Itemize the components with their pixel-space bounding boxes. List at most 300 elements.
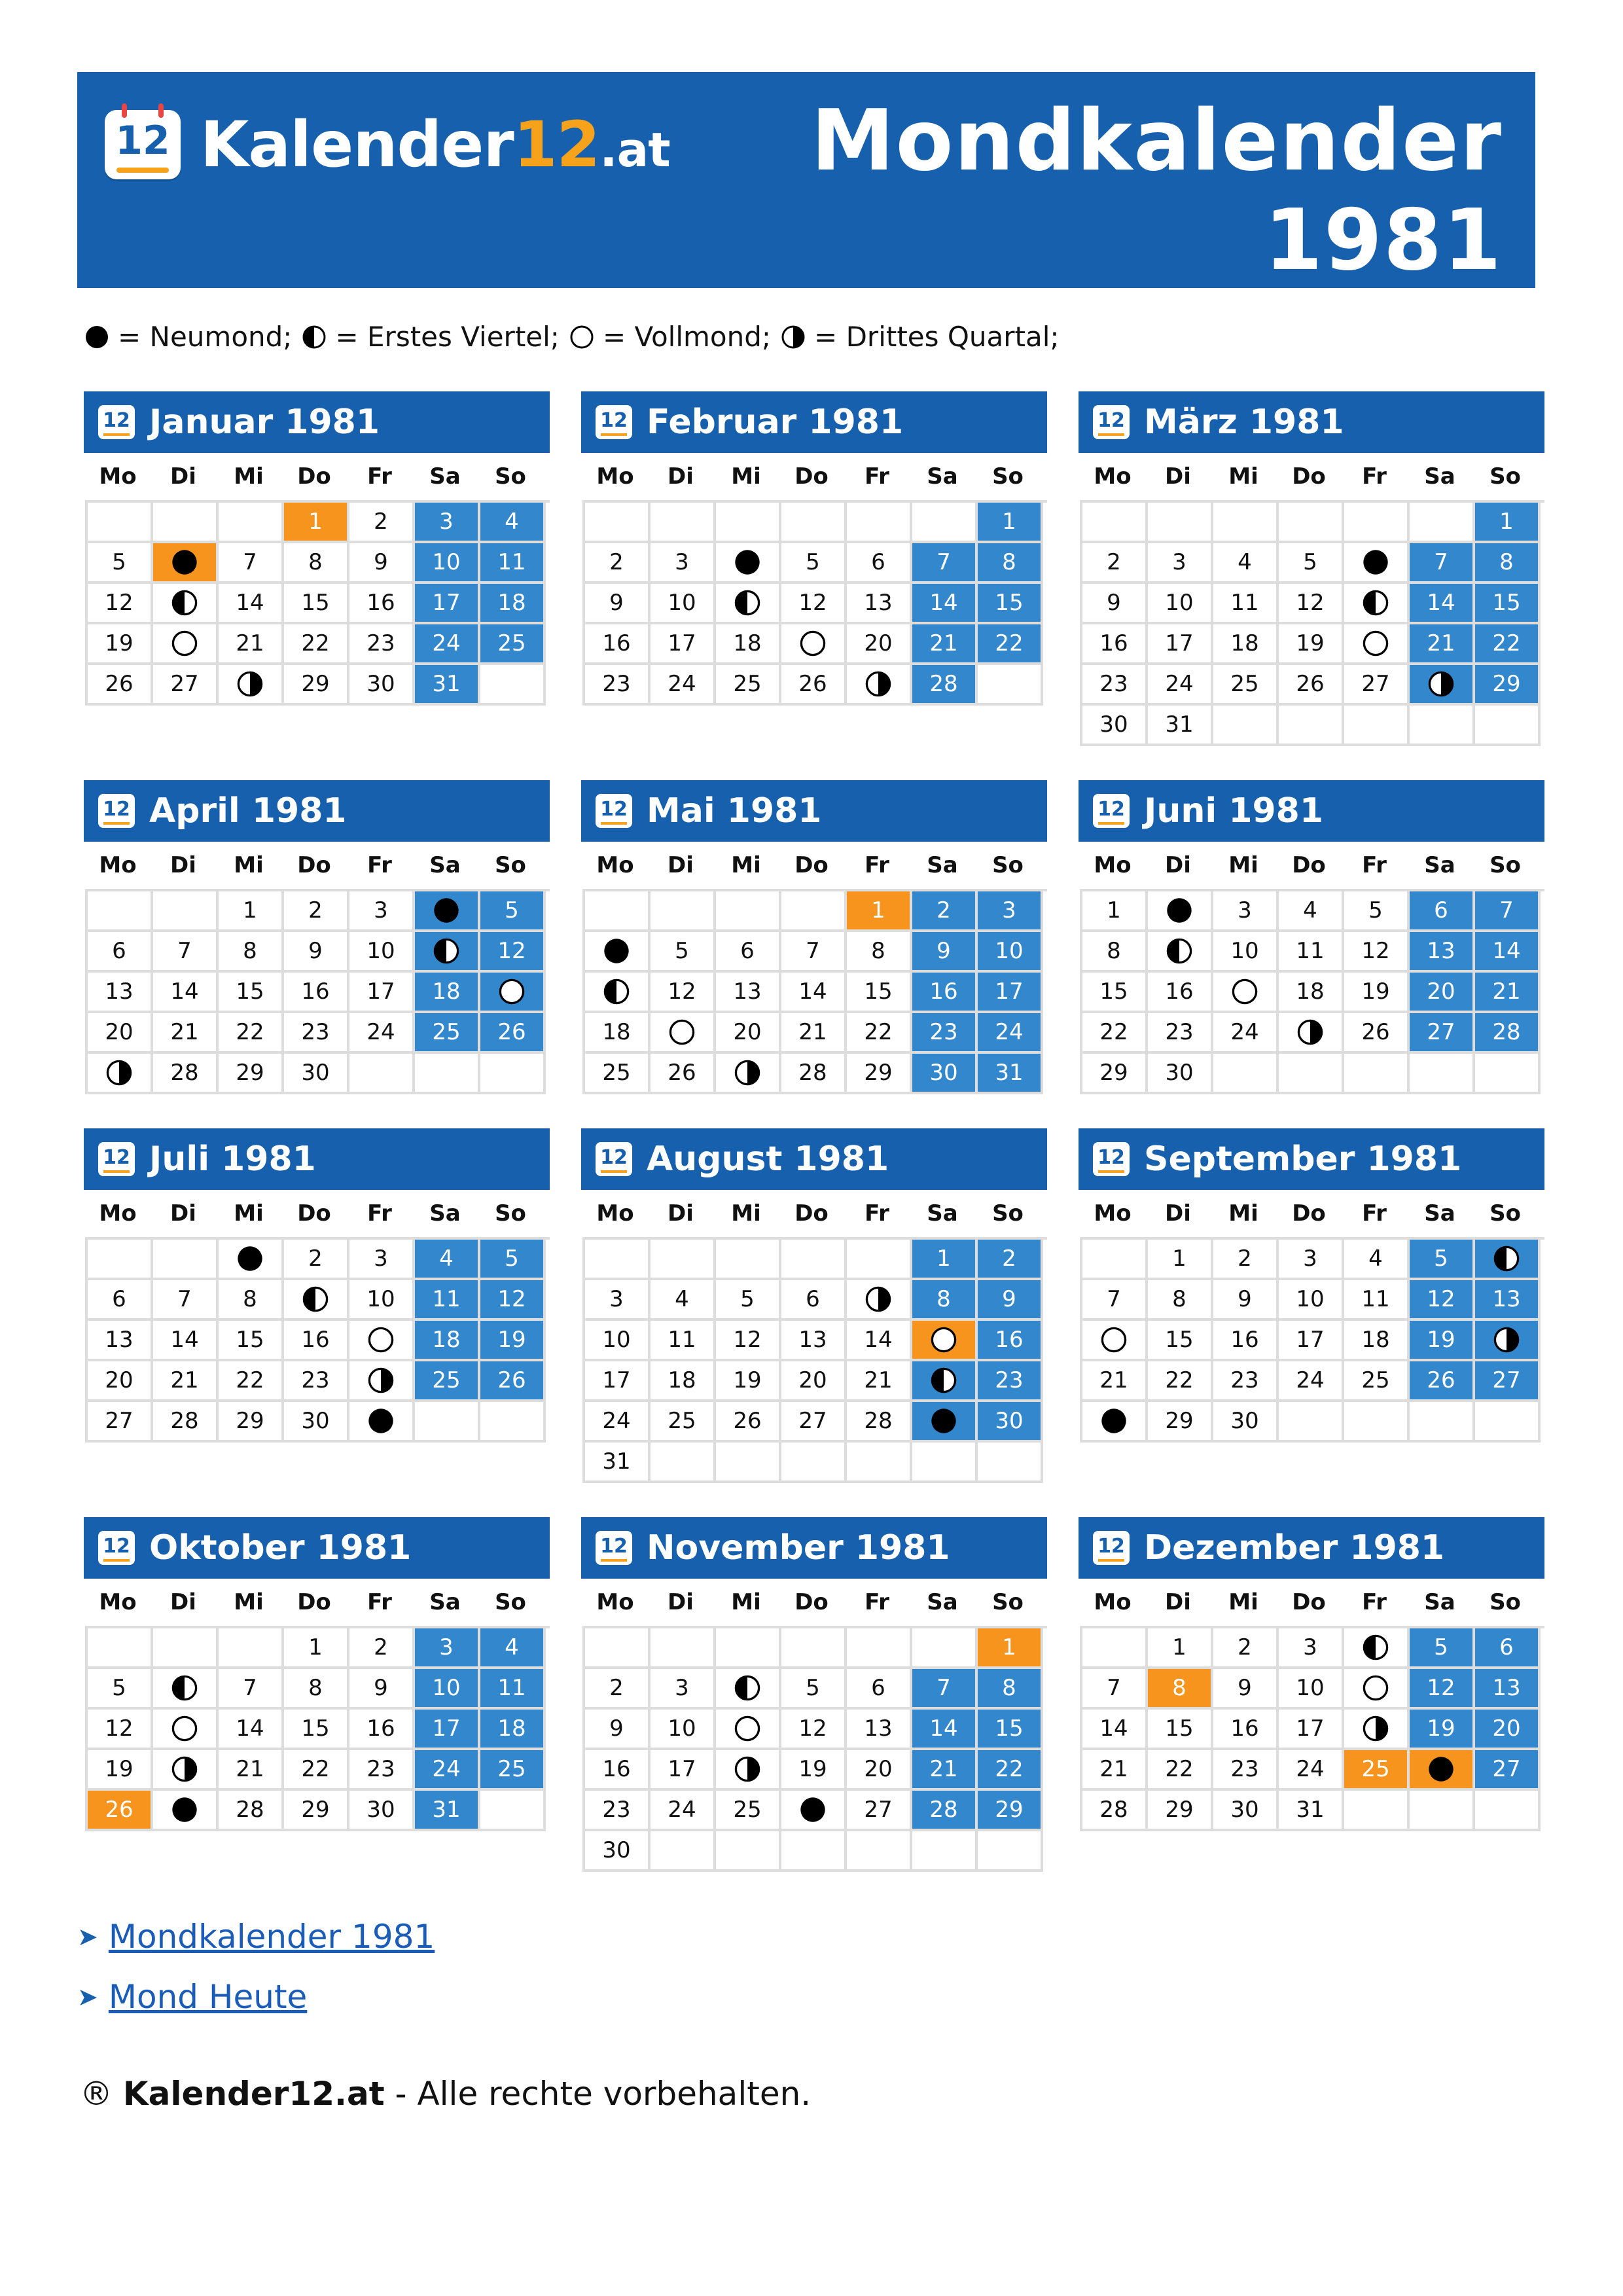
day-cell[interactable]: 22 bbox=[1148, 1750, 1213, 1791]
day-cell[interactable]: 28 bbox=[781, 1054, 847, 1094]
day-cell[interactable]: 8 bbox=[219, 932, 284, 973]
day-cell[interactable]: 8 bbox=[1475, 543, 1541, 584]
day-cell[interactable]: 23 bbox=[978, 1361, 1043, 1402]
day-cell[interactable]: 6 bbox=[716, 932, 781, 973]
day-cell[interactable] bbox=[716, 1750, 781, 1791]
day-cell[interactable]: 29 bbox=[284, 665, 349, 706]
day-cell[interactable]: 23 bbox=[349, 1750, 415, 1791]
day-cell[interactable]: 3 bbox=[415, 503, 480, 543]
day-cell[interactable]: 27 bbox=[1475, 1361, 1541, 1402]
day-cell[interactable] bbox=[349, 1321, 415, 1361]
day-cell[interactable]: 15 bbox=[284, 1710, 349, 1750]
day-cell[interactable]: 17 bbox=[1279, 1321, 1344, 1361]
day-cell[interactable]: 18 bbox=[415, 973, 480, 1013]
day-cell[interactable]: 25 bbox=[480, 624, 546, 665]
day-cell[interactable] bbox=[153, 624, 219, 665]
day-cell[interactable]: 10 bbox=[415, 1669, 480, 1710]
day-cell[interactable]: 14 bbox=[219, 584, 284, 624]
day-cell[interactable]: 12 bbox=[480, 932, 546, 973]
day-cell[interactable]: 6 bbox=[847, 543, 912, 584]
day-cell[interactable]: 1 bbox=[1082, 891, 1148, 932]
day-cell[interactable]: 14 bbox=[153, 973, 219, 1013]
day-cell[interactable] bbox=[651, 1013, 716, 1054]
day-cell[interactable]: 15 bbox=[978, 1710, 1043, 1750]
day-cell[interactable]: 3 bbox=[1279, 1240, 1344, 1280]
day-cell[interactable]: 1 bbox=[978, 503, 1043, 543]
day-cell[interactable]: 9 bbox=[978, 1280, 1043, 1321]
day-cell[interactable]: 10 bbox=[585, 1321, 651, 1361]
day-cell[interactable]: 14 bbox=[1475, 932, 1541, 973]
day-cell[interactable] bbox=[284, 1280, 349, 1321]
day-cell[interactable]: 11 bbox=[651, 1321, 716, 1361]
day-cell[interactable]: 24 bbox=[651, 1791, 716, 1831]
day-cell[interactable]: 6 bbox=[88, 932, 153, 973]
day-cell[interactable]: 12 bbox=[88, 1710, 153, 1750]
day-cell[interactable]: 20 bbox=[88, 1361, 153, 1402]
day-cell[interactable]: 28 bbox=[1475, 1013, 1541, 1054]
day-cell[interactable]: 20 bbox=[1410, 973, 1475, 1013]
day-cell[interactable]: 16 bbox=[284, 973, 349, 1013]
day-cell[interactable]: 8 bbox=[284, 1669, 349, 1710]
day-cell[interactable]: 16 bbox=[1213, 1321, 1279, 1361]
day-cell[interactable]: 13 bbox=[88, 1321, 153, 1361]
day-cell[interactable]: 4 bbox=[1344, 1240, 1410, 1280]
day-cell[interactable]: 17 bbox=[415, 1710, 480, 1750]
day-cell[interactable]: 21 bbox=[912, 1750, 978, 1791]
day-cell[interactable]: 10 bbox=[415, 543, 480, 584]
day-cell[interactable]: 27 bbox=[847, 1791, 912, 1831]
day-cell[interactable]: 10 bbox=[1213, 932, 1279, 973]
day-cell[interactable]: 5 bbox=[1410, 1628, 1475, 1669]
day-cell[interactable] bbox=[1344, 624, 1410, 665]
day-cell[interactable]: 9 bbox=[349, 1669, 415, 1710]
day-cell[interactable]: 26 bbox=[1410, 1361, 1475, 1402]
day-cell[interactable]: 5 bbox=[781, 543, 847, 584]
day-cell[interactable] bbox=[1148, 932, 1213, 973]
day-cell[interactable] bbox=[1410, 665, 1475, 706]
day-cell[interactable] bbox=[219, 1240, 284, 1280]
day-cell[interactable] bbox=[153, 1669, 219, 1710]
day-cell[interactable]: 7 bbox=[219, 543, 284, 584]
day-cell[interactable]: 23 bbox=[349, 624, 415, 665]
day-cell[interactable]: 23 bbox=[585, 665, 651, 706]
day-cell[interactable]: 25 bbox=[585, 1054, 651, 1094]
day-cell[interactable]: 23 bbox=[1213, 1750, 1279, 1791]
day-cell[interactable]: 3 bbox=[651, 543, 716, 584]
day-cell[interactable]: 10 bbox=[1279, 1280, 1344, 1321]
day-cell[interactable]: 15 bbox=[1082, 973, 1148, 1013]
day-cell[interactable] bbox=[716, 1710, 781, 1750]
day-cell[interactable]: 21 bbox=[1410, 624, 1475, 665]
day-cell[interactable]: 25 bbox=[1213, 665, 1279, 706]
day-cell[interactable]: 26 bbox=[1344, 1013, 1410, 1054]
day-cell[interactable]: 26 bbox=[781, 665, 847, 706]
day-cell[interactable]: 6 bbox=[1475, 1628, 1541, 1669]
day-cell[interactable]: 22 bbox=[1475, 624, 1541, 665]
day-cell[interactable]: 16 bbox=[585, 624, 651, 665]
day-cell[interactable]: 12 bbox=[88, 584, 153, 624]
day-cell[interactable]: 28 bbox=[153, 1402, 219, 1443]
day-cell[interactable]: 15 bbox=[1148, 1321, 1213, 1361]
day-cell[interactable]: 21 bbox=[1082, 1750, 1148, 1791]
day-cell[interactable] bbox=[1344, 1669, 1410, 1710]
day-cell[interactable]: 25 bbox=[716, 1791, 781, 1831]
day-cell[interactable]: 2 bbox=[585, 1669, 651, 1710]
day-cell[interactable]: 9 bbox=[284, 932, 349, 973]
day-cell[interactable]: 28 bbox=[912, 1791, 978, 1831]
day-cell[interactable]: 19 bbox=[480, 1321, 546, 1361]
day-cell[interactable]: 14 bbox=[781, 973, 847, 1013]
day-cell[interactable]: 13 bbox=[716, 973, 781, 1013]
day-cell[interactable]: 23 bbox=[585, 1791, 651, 1831]
day-cell[interactable] bbox=[716, 543, 781, 584]
day-cell[interactable]: 15 bbox=[1148, 1710, 1213, 1750]
day-cell[interactable]: 24 bbox=[1279, 1361, 1344, 1402]
day-cell[interactable]: 25 bbox=[415, 1013, 480, 1054]
day-cell[interactable] bbox=[781, 624, 847, 665]
day-cell[interactable]: 31 bbox=[1148, 706, 1213, 746]
day-cell[interactable]: 30 bbox=[585, 1831, 651, 1872]
day-cell[interactable]: 14 bbox=[847, 1321, 912, 1361]
day-cell[interactable]: 18 bbox=[480, 1710, 546, 1750]
day-cell[interactable]: 24 bbox=[651, 665, 716, 706]
day-cell[interactable]: 4 bbox=[1213, 543, 1279, 584]
day-cell[interactable]: 8 bbox=[284, 543, 349, 584]
day-cell[interactable]: 1 bbox=[912, 1240, 978, 1280]
day-cell[interactable]: 1 bbox=[1148, 1628, 1213, 1669]
day-cell[interactable]: 19 bbox=[1344, 973, 1410, 1013]
day-cell[interactable]: 1 bbox=[284, 1628, 349, 1669]
day-cell[interactable]: 23 bbox=[284, 1013, 349, 1054]
day-cell[interactable]: 5 bbox=[1410, 1240, 1475, 1280]
day-cell[interactable]: 12 bbox=[716, 1321, 781, 1361]
day-cell[interactable]: 19 bbox=[716, 1361, 781, 1402]
day-cell[interactable]: 19 bbox=[88, 624, 153, 665]
day-cell[interactable]: 9 bbox=[1082, 584, 1148, 624]
day-cell[interactable]: 10 bbox=[651, 1710, 716, 1750]
day-cell[interactable]: 24 bbox=[1148, 665, 1213, 706]
day-cell[interactable]: 12 bbox=[1410, 1669, 1475, 1710]
day-cell[interactable]: 15 bbox=[219, 973, 284, 1013]
day-cell[interactable]: 10 bbox=[349, 932, 415, 973]
day-cell[interactable]: 23 bbox=[912, 1013, 978, 1054]
day-cell[interactable]: 5 bbox=[1279, 543, 1344, 584]
link-mondkalender[interactable]: ➤ Mondkalender 1981 bbox=[77, 1918, 435, 1956]
day-cell[interactable]: 29 bbox=[1082, 1054, 1148, 1094]
day-cell[interactable]: 13 bbox=[847, 584, 912, 624]
day-cell[interactable]: 31 bbox=[1279, 1791, 1344, 1831]
day-cell[interactable]: 9 bbox=[1213, 1669, 1279, 1710]
day-cell[interactable]: 2 bbox=[585, 543, 651, 584]
day-cell[interactable]: 8 bbox=[1148, 1280, 1213, 1321]
day-cell[interactable]: 13 bbox=[781, 1321, 847, 1361]
day-cell[interactable]: 5 bbox=[88, 1669, 153, 1710]
day-cell[interactable]: 16 bbox=[349, 1710, 415, 1750]
day-cell[interactable] bbox=[1344, 1628, 1410, 1669]
day-cell[interactable] bbox=[415, 891, 480, 932]
day-cell[interactable]: 5 bbox=[480, 891, 546, 932]
day-cell[interactable]: 29 bbox=[847, 1054, 912, 1094]
day-cell[interactable]: 7 bbox=[912, 543, 978, 584]
day-cell[interactable]: 14 bbox=[219, 1710, 284, 1750]
day-cell[interactable] bbox=[153, 1710, 219, 1750]
day-cell[interactable]: 22 bbox=[219, 1013, 284, 1054]
day-cell[interactable]: 21 bbox=[1475, 973, 1541, 1013]
day-cell[interactable]: 27 bbox=[1344, 665, 1410, 706]
day-cell[interactable]: 3 bbox=[585, 1280, 651, 1321]
day-cell[interactable]: 17 bbox=[978, 973, 1043, 1013]
day-cell[interactable]: 18 bbox=[1344, 1321, 1410, 1361]
day-cell[interactable]: 1 bbox=[1148, 1240, 1213, 1280]
day-cell[interactable]: 27 bbox=[153, 665, 219, 706]
day-cell[interactable]: 30 bbox=[1213, 1791, 1279, 1831]
day-cell[interactable]: 15 bbox=[847, 973, 912, 1013]
day-cell[interactable] bbox=[912, 1321, 978, 1361]
day-cell[interactable]: 19 bbox=[88, 1750, 153, 1791]
day-cell[interactable]: 9 bbox=[1213, 1280, 1279, 1321]
day-cell[interactable]: 8 bbox=[978, 543, 1043, 584]
day-cell[interactable]: 14 bbox=[912, 584, 978, 624]
day-cell[interactable]: 20 bbox=[1475, 1710, 1541, 1750]
day-cell[interactable]: 16 bbox=[1148, 973, 1213, 1013]
day-cell[interactable]: 11 bbox=[1344, 1280, 1410, 1321]
day-cell[interactable]: 15 bbox=[1475, 584, 1541, 624]
day-cell[interactable] bbox=[153, 543, 219, 584]
day-cell[interactable]: 13 bbox=[88, 973, 153, 1013]
day-cell[interactable]: 13 bbox=[847, 1710, 912, 1750]
day-cell[interactable]: 2 bbox=[1082, 543, 1148, 584]
day-cell[interactable]: 24 bbox=[1213, 1013, 1279, 1054]
day-cell[interactable]: 5 bbox=[781, 1669, 847, 1710]
day-cell[interactable]: 3 bbox=[978, 891, 1043, 932]
day-cell[interactable]: 29 bbox=[284, 1791, 349, 1831]
day-cell[interactable]: 28 bbox=[1082, 1791, 1148, 1831]
day-cell[interactable]: 30 bbox=[1148, 1054, 1213, 1094]
day-cell[interactable]: 22 bbox=[978, 1750, 1043, 1791]
day-cell[interactable]: 30 bbox=[284, 1402, 349, 1443]
day-cell[interactable]: 8 bbox=[978, 1669, 1043, 1710]
day-cell[interactable]: 13 bbox=[1475, 1669, 1541, 1710]
day-cell[interactable]: 16 bbox=[1213, 1710, 1279, 1750]
day-cell[interactable]: 26 bbox=[716, 1402, 781, 1443]
day-cell[interactable]: 2 bbox=[978, 1240, 1043, 1280]
day-cell[interactable] bbox=[716, 584, 781, 624]
day-cell[interactable]: 27 bbox=[1410, 1013, 1475, 1054]
link-mond-heute[interactable]: ➤ Mond Heute bbox=[77, 1978, 308, 2016]
day-cell[interactable]: 15 bbox=[284, 584, 349, 624]
day-cell[interactable]: 7 bbox=[912, 1669, 978, 1710]
day-cell[interactable]: 28 bbox=[847, 1402, 912, 1443]
day-cell[interactable]: 14 bbox=[153, 1321, 219, 1361]
day-cell[interactable] bbox=[585, 973, 651, 1013]
day-cell[interactable]: 16 bbox=[284, 1321, 349, 1361]
day-cell[interactable]: 23 bbox=[1213, 1361, 1279, 1402]
day-cell[interactable]: 5 bbox=[651, 932, 716, 973]
day-cell[interactable] bbox=[912, 1402, 978, 1443]
day-cell[interactable]: 26 bbox=[651, 1054, 716, 1094]
day-cell[interactable]: 23 bbox=[1148, 1013, 1213, 1054]
day-cell[interactable]: 21 bbox=[1082, 1361, 1148, 1402]
day-cell[interactable] bbox=[1344, 543, 1410, 584]
day-cell[interactable]: 25 bbox=[415, 1361, 480, 1402]
day-cell[interactable] bbox=[88, 1054, 153, 1094]
day-cell[interactable]: 19 bbox=[781, 1750, 847, 1791]
day-cell[interactable]: 8 bbox=[219, 1280, 284, 1321]
day-cell[interactable]: 15 bbox=[978, 584, 1043, 624]
site-logo[interactable] bbox=[105, 109, 670, 181]
day-cell[interactable]: 1 bbox=[978, 1628, 1043, 1669]
day-cell[interactable]: 10 bbox=[651, 584, 716, 624]
day-cell[interactable]: 11 bbox=[1279, 932, 1344, 973]
day-cell[interactable]: 24 bbox=[415, 1750, 480, 1791]
day-cell[interactable]: 10 bbox=[978, 932, 1043, 973]
day-cell[interactable]: 22 bbox=[1082, 1013, 1148, 1054]
day-cell[interactable]: 3 bbox=[349, 1240, 415, 1280]
day-cell[interactable] bbox=[153, 1791, 219, 1831]
day-cell[interactable]: 12 bbox=[1279, 584, 1344, 624]
day-cell[interactable]: 2 bbox=[284, 1240, 349, 1280]
day-cell[interactable]: 24 bbox=[585, 1402, 651, 1443]
day-cell[interactable] bbox=[1344, 1710, 1410, 1750]
day-cell[interactable]: 2 bbox=[1213, 1628, 1279, 1669]
day-cell[interactable]: 19 bbox=[1279, 624, 1344, 665]
day-cell[interactable]: 18 bbox=[651, 1361, 716, 1402]
day-cell[interactable]: 22 bbox=[284, 624, 349, 665]
day-cell[interactable]: 26 bbox=[1279, 665, 1344, 706]
day-cell[interactable]: 25 bbox=[716, 665, 781, 706]
day-cell[interactable]: 16 bbox=[1082, 624, 1148, 665]
day-cell[interactable] bbox=[585, 932, 651, 973]
day-cell[interactable]: 22 bbox=[978, 624, 1043, 665]
day-cell[interactable]: 8 bbox=[1148, 1669, 1213, 1710]
day-cell[interactable]: 12 bbox=[781, 1710, 847, 1750]
day-cell[interactable]: 2 bbox=[284, 891, 349, 932]
day-cell[interactable]: 16 bbox=[978, 1321, 1043, 1361]
day-cell[interactable]: 6 bbox=[847, 1669, 912, 1710]
day-cell[interactable]: 8 bbox=[847, 932, 912, 973]
day-cell[interactable]: 17 bbox=[651, 624, 716, 665]
day-cell[interactable]: 26 bbox=[480, 1361, 546, 1402]
day-cell[interactable]: 7 bbox=[1475, 891, 1541, 932]
day-cell[interactable]: 3 bbox=[1148, 543, 1213, 584]
day-cell[interactable]: 17 bbox=[349, 973, 415, 1013]
day-cell[interactable] bbox=[716, 1054, 781, 1094]
day-cell[interactable]: 20 bbox=[847, 1750, 912, 1791]
day-cell[interactable]: 27 bbox=[88, 1402, 153, 1443]
day-cell[interactable]: 1 bbox=[219, 891, 284, 932]
day-cell[interactable]: 13 bbox=[1475, 1280, 1541, 1321]
day-cell[interactable]: 4 bbox=[415, 1240, 480, 1280]
day-cell[interactable]: 25 bbox=[651, 1402, 716, 1443]
day-cell[interactable]: 24 bbox=[1279, 1750, 1344, 1791]
day-cell[interactable]: 29 bbox=[1148, 1402, 1213, 1443]
day-cell[interactable]: 25 bbox=[1344, 1361, 1410, 1402]
day-cell[interactable]: 20 bbox=[847, 624, 912, 665]
day-cell[interactable]: 14 bbox=[1082, 1710, 1148, 1750]
day-cell[interactable] bbox=[1279, 1013, 1344, 1054]
day-cell[interactable]: 16 bbox=[585, 1750, 651, 1791]
day-cell[interactable]: 22 bbox=[1148, 1361, 1213, 1402]
day-cell[interactable]: 7 bbox=[1082, 1280, 1148, 1321]
day-cell[interactable]: 3 bbox=[415, 1628, 480, 1669]
day-cell[interactable]: 29 bbox=[1475, 665, 1541, 706]
day-cell[interactable]: 18 bbox=[480, 584, 546, 624]
day-cell[interactable]: 4 bbox=[1279, 891, 1344, 932]
day-cell[interactable]: 2 bbox=[912, 891, 978, 932]
day-cell[interactable] bbox=[1082, 1402, 1148, 1443]
day-cell[interactable]: 29 bbox=[978, 1791, 1043, 1831]
day-cell[interactable]: 3 bbox=[349, 891, 415, 932]
day-cell[interactable]: 29 bbox=[219, 1402, 284, 1443]
day-cell[interactable]: 22 bbox=[284, 1750, 349, 1791]
day-cell[interactable]: 9 bbox=[585, 1710, 651, 1750]
day-cell[interactable]: 11 bbox=[480, 1669, 546, 1710]
day-cell[interactable]: 9 bbox=[585, 584, 651, 624]
day-cell[interactable]: 30 bbox=[349, 1791, 415, 1831]
day-cell[interactable]: 17 bbox=[415, 584, 480, 624]
day-cell[interactable] bbox=[847, 665, 912, 706]
day-cell[interactable] bbox=[1082, 1321, 1148, 1361]
day-cell[interactable]: 8 bbox=[1082, 932, 1148, 973]
day-cell[interactable]: 31 bbox=[415, 1791, 480, 1831]
day-cell[interactable]: 18 bbox=[1213, 624, 1279, 665]
day-cell[interactable]: 4 bbox=[480, 1628, 546, 1669]
day-cell[interactable]: 26 bbox=[480, 1013, 546, 1054]
day-cell[interactable]: 26 bbox=[88, 1791, 153, 1831]
day-cell[interactable]: 12 bbox=[781, 584, 847, 624]
day-cell[interactable]: 2 bbox=[349, 503, 415, 543]
day-cell[interactable]: 24 bbox=[349, 1013, 415, 1054]
day-cell[interactable]: 9 bbox=[349, 543, 415, 584]
day-cell[interactable]: 23 bbox=[284, 1361, 349, 1402]
day-cell[interactable]: 26 bbox=[88, 665, 153, 706]
day-cell[interactable]: 24 bbox=[978, 1013, 1043, 1054]
day-cell[interactable]: 1 bbox=[1475, 503, 1541, 543]
day-cell[interactable] bbox=[716, 1669, 781, 1710]
day-cell[interactable]: 18 bbox=[585, 1013, 651, 1054]
day-cell[interactable]: 18 bbox=[1279, 973, 1344, 1013]
day-cell[interactable]: 6 bbox=[781, 1280, 847, 1321]
day-cell[interactable]: 30 bbox=[284, 1054, 349, 1094]
day-cell[interactable]: 19 bbox=[1410, 1710, 1475, 1750]
day-cell[interactable]: 5 bbox=[1344, 891, 1410, 932]
day-cell[interactable]: 23 bbox=[1082, 665, 1148, 706]
day-cell[interactable]: 21 bbox=[847, 1361, 912, 1402]
day-cell[interactable]: 27 bbox=[781, 1402, 847, 1443]
day-cell[interactable]: 10 bbox=[1148, 584, 1213, 624]
day-cell[interactable]: 4 bbox=[651, 1280, 716, 1321]
day-cell[interactable]: 11 bbox=[415, 1280, 480, 1321]
day-cell[interactable] bbox=[153, 1750, 219, 1791]
day-cell[interactable]: 8 bbox=[912, 1280, 978, 1321]
day-cell[interactable] bbox=[415, 932, 480, 973]
day-cell[interactable]: 28 bbox=[153, 1054, 219, 1094]
day-cell[interactable]: 6 bbox=[1410, 891, 1475, 932]
day-cell[interactable] bbox=[480, 973, 546, 1013]
day-cell[interactable] bbox=[349, 1361, 415, 1402]
day-cell[interactable]: 13 bbox=[1410, 932, 1475, 973]
day-cell[interactable]: 21 bbox=[219, 624, 284, 665]
day-cell[interactable]: 9 bbox=[912, 932, 978, 973]
day-cell[interactable]: 12 bbox=[1344, 932, 1410, 973]
day-cell[interactable] bbox=[847, 1280, 912, 1321]
day-cell[interactable]: 5 bbox=[716, 1280, 781, 1321]
day-cell[interactable] bbox=[1213, 973, 1279, 1013]
day-cell[interactable]: 3 bbox=[1213, 891, 1279, 932]
day-cell[interactable]: 11 bbox=[480, 543, 546, 584]
day-cell[interactable]: 16 bbox=[349, 584, 415, 624]
day-cell[interactable]: 5 bbox=[88, 543, 153, 584]
